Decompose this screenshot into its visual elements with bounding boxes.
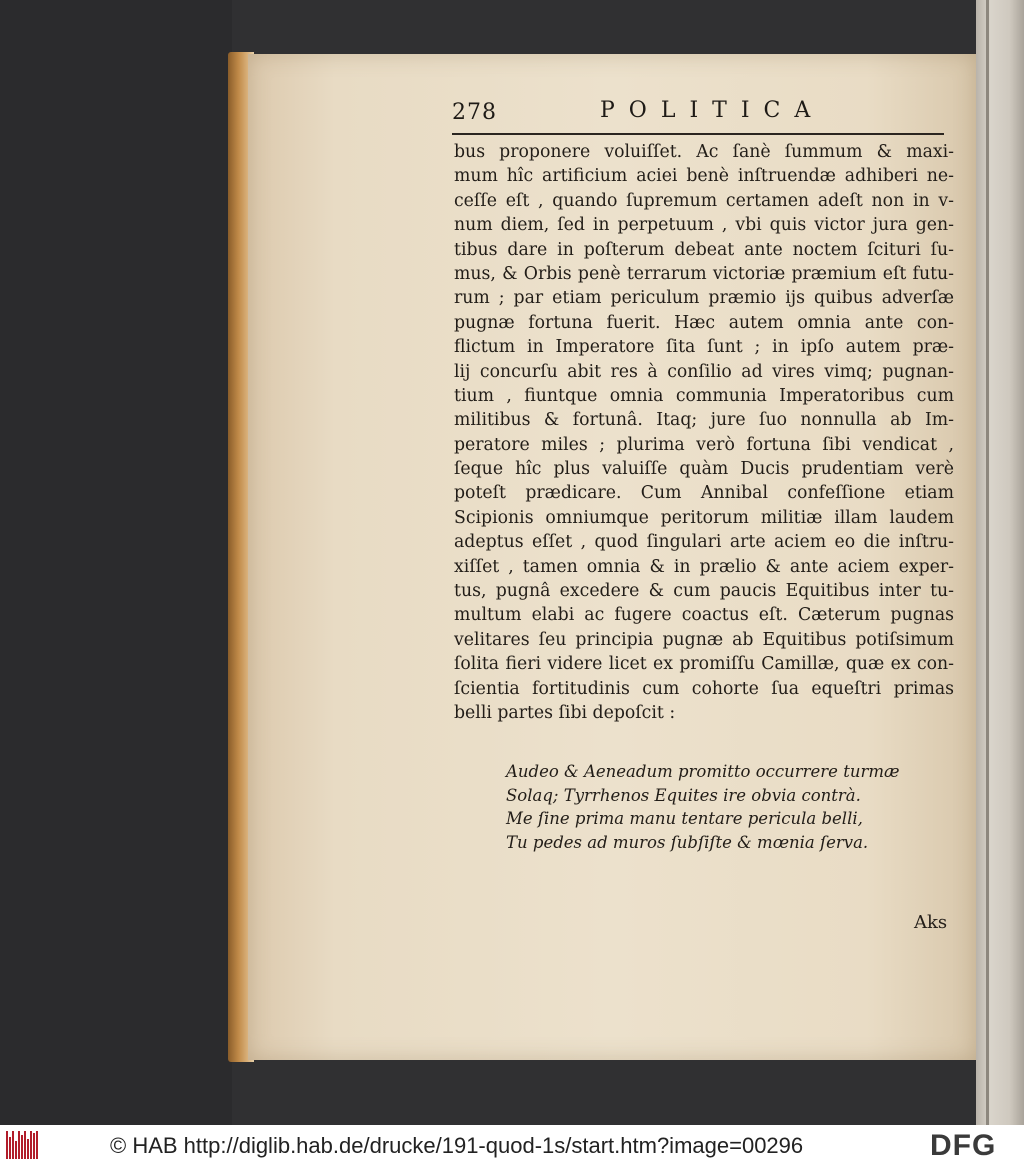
- text-line: ſeque hîc plus valuiſſe quàm Ducis prudentiam verè: [454, 459, 954, 480]
- text-line: xiſſet , tamen omnia & in prælio & ante aciem exper-: [454, 556, 954, 577]
- text-line: multum elabi ac fugere coactus eſt. Cæterum pugnas: [454, 605, 954, 626]
- text-line: militibus & fortunâ. Itaq; jure ſuo nonnulla ab Im-: [454, 410, 954, 431]
- footer-bar: [0, 1125, 1024, 1167]
- text-line: lij concurſu abit res à conſilio ad vires vimq; pugnan-: [454, 361, 954, 382]
- hab-logo-icon: [6, 1131, 46, 1161]
- catchword: Aks: [914, 912, 948, 933]
- text-line: Scipionis omniumque peritorum militiæ illam laudem: [454, 507, 954, 528]
- text-line: peratore miles ; plurima verò fortuna ſibi vendicat ,: [454, 434, 954, 455]
- background-left: [0, 0, 232, 1125]
- verse-line: Me ſine prima manu tentare pericula belli,: [506, 809, 863, 828]
- text-line: ceſſe eſt , quando ſupremum certamen adeſt non in v-: [454, 190, 954, 211]
- verse-quotation: [506, 760, 900, 854]
- page-number: 278: [452, 100, 497, 125]
- text-line: velitares ſeu principia pugnæ ab Equitibus potiſsimum: [454, 629, 954, 650]
- page-header: [452, 96, 952, 136]
- text-line: ſcientia fortitudinis cum cohorte ſua equeſtri primas: [454, 678, 954, 699]
- text-line: bus proponere voluiſſet. Ac ſanè ſummum & maxi-: [454, 142, 954, 162]
- footer-credit-link[interactable]: © HAB http://diglib.hab.de/drucke/191-quod-1s/start.htm?image=00296: [110, 1133, 804, 1158]
- text-line: adeptus eſſet , quod ſingulari arte aciem eo die inſtru-: [454, 532, 954, 553]
- text-line: num diem, ſed in perpetuum , vbi quis victor jura gen-: [454, 215, 954, 236]
- running-title: POLITICA: [600, 98, 825, 123]
- text-line: flictum in Imperatore ſita ſunt ; in ipſo autem præ-: [454, 337, 954, 358]
- facing-page-edge: [976, 0, 1024, 1125]
- verse-line: Tu pedes ad muros ſubſiſte & mœnia ſerva.: [506, 832, 869, 852]
- verse-line: Solaq; Tyrrhenos Equites ire obvia contrà.: [506, 785, 861, 805]
- text-line: tus, pugnâ excedere & cum paucis Equitibus inter tu-: [454, 581, 954, 602]
- text-line: poteſt prædicare. Cum Annibal confeſſione etiam: [454, 483, 954, 504]
- text-line: rum ; par etiam periculum præmio ijs quibus adverſæ: [454, 288, 954, 309]
- header-rule: [452, 133, 944, 135]
- verse-line: Audeo & Aeneadum promitto occurrere turmæ: [506, 762, 900, 781]
- text-line: pugnæ fortuna fuerit. Hæc autem omnia ante con-: [454, 312, 954, 333]
- text-line: tibus dare in poſterum debeat ante noctem ſcituri ſu-: [454, 239, 954, 260]
- text-line: mus, & Orbis penè terrarum victoriæ præmium eſt futu-: [454, 263, 954, 284]
- text-line: belli partes ſibi depoſcit :: [454, 702, 676, 723]
- text-line: mum hîc artificium aciei benè inſtruendæ adhiberi ne-: [454, 166, 954, 187]
- text-line: tium , fiuntque omnia communia Imperatoribus cum: [454, 385, 954, 406]
- body-text: [454, 140, 954, 725]
- text-line: ſolita fieri videre licet ex promiſſu Camillæ, quæ ex con-: [454, 654, 954, 675]
- dfg-logo: DFG: [930, 1129, 997, 1162]
